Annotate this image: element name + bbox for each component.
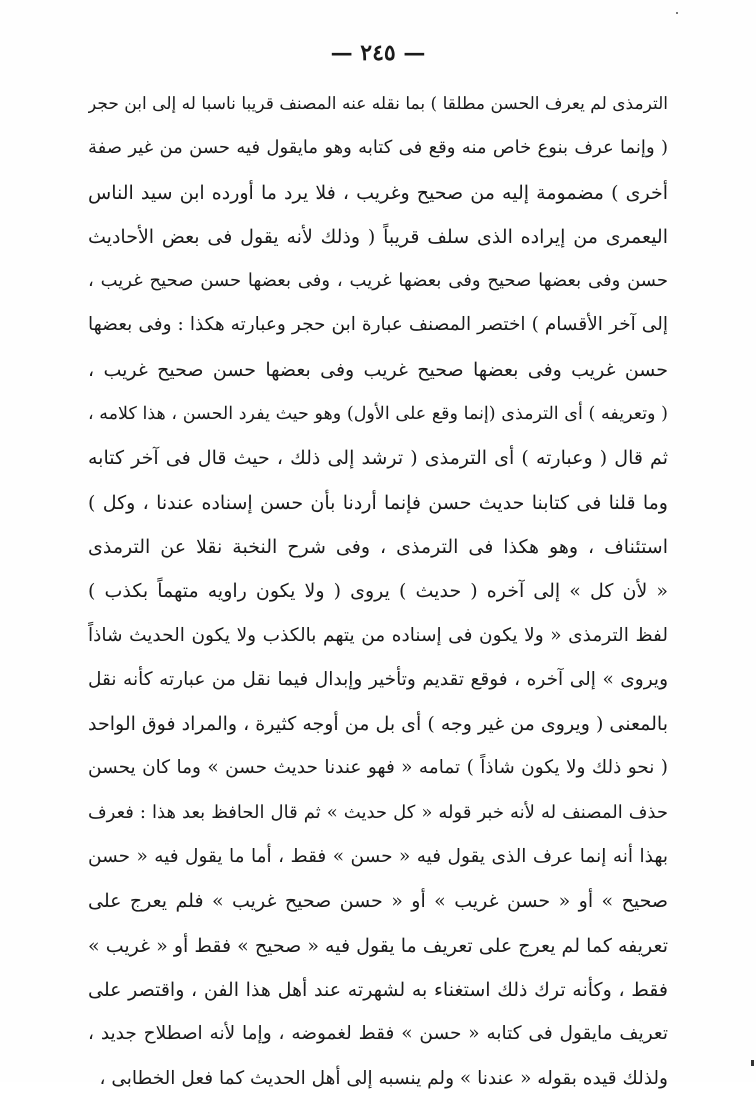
text-line: بالمعنى ( ويروى من غير وجه ) أى بل من أوجه كثيرة ، والمراد فوق الواحد [88, 713, 668, 736]
page-number: — ٢٤٥ — [330, 40, 426, 66]
text-line: حسن غريب وفى بعضها صحيح غريب وفى بعضها حسن صحيح غريب ، [88, 358, 668, 381]
text-line: أخرى ) مضمومة إليه من صحيح وغريب ، فلا يرد ما أورده ابن سيد الناس [88, 181, 668, 204]
text-line: الترمذى لم يعرف الحسن مطلقا ) بما نقله عنه المصنف قريبا ناسبا له إلى ابن حجر [88, 94, 668, 114]
text-line: ( نحو ذلك ولا يكون شاذاً ) تمامه « فهو عندنا حديث حسن » وما كان يحسن [88, 757, 668, 779]
print-speck [676, 12, 678, 14]
text-line: حذف المصنف له لأنه خبر قوله « كل حديث » ثم قال الحافظ بعد هذا : فعرف [88, 801, 668, 823]
text-line: ( وتعريفه ) أى الترمذى (إنما وقع على الأول) وهو حيث يفرد الحسن ، هذا كلامه ، [88, 404, 668, 425]
text-line: ( وإنما عرف بنوع خاص منه وقع فى كتابه وهو مايقول فيه حسن من غير صفة [88, 137, 668, 159]
text-line: حسن وفى بعضها صحيح وفى بعضها غريب ، وفى بعضها حسن صحيح غريب ، [88, 270, 668, 292]
text-line: اليعمرى من إيراده الذى سلف قريباً ( وذلك لأنه يقول فى بعض الأحاديث [88, 225, 668, 248]
text-line: إلى آخر الأقسام ) اختصر المصنف عبارة ابن حجر وعبارته هكذا : وفى بعضها [88, 314, 668, 336]
edge-mark [751, 1060, 754, 1066]
body-text [88, 82, 668, 1101]
text-line: ثم قال ( وعبارته ) أى الترمذى ( ترشد إلى ذلك ، حيث قال فى آخر كتابه [88, 447, 668, 470]
text-line: تعريفه كما لم يعرج على تعريف ما يقول فيه « صحيح » فقط أو « غريب » [88, 934, 668, 957]
text-line: وما قلنا فى كتابنا حديث حسن فإنما أردنا بأن حسن إسناده عندنا ، وكل ) [88, 491, 668, 514]
text-line: تعريف مايقول فى كتابه « حسن » فقط لغموضه ، وإما لأنه اصطلاح جديد ، [88, 1023, 668, 1045]
text-line: فقط ، وكأنه ترك ذلك استغناء به لشهرته عند أهل هذا الفن ، واقتصر على [88, 978, 668, 1001]
text-line: بهذا أنه إنما عرف الذى يقول فيه « حسن » فقط ، أما ما يقول فيه « حسن [88, 846, 668, 868]
text-line: ولذلك قيده بقوله « عندنا » ولم ينسبه إلى أهل الحديث كما فعل الخطابى ، [99, 1067, 668, 1089]
text-line: استئناف ، وهو هكذا فى الترمذى ، وفى شرح النخبة نقلا عن الترمذى [88, 535, 668, 558]
text-line: صحيح » أو « حسن غريب » أو « حسن صحيح غريب » فلم يعرج على [88, 890, 668, 913]
text-line: ويروى » إلى آخره ، فوقع تقديم وتأخير وإبدال فيما نقل من عبارته كأنه نقل [88, 668, 668, 690]
text-line: « لأن كل » إلى آخره ( حديث ) يروى ( ولا يكون راويه متهماً بكذب ) [88, 580, 668, 603]
text-line: لفظ الترمذى « ولا يكون فى إسناده من يتهم بالكذب ولا يكون الحديث شاذاً [88, 624, 668, 646]
